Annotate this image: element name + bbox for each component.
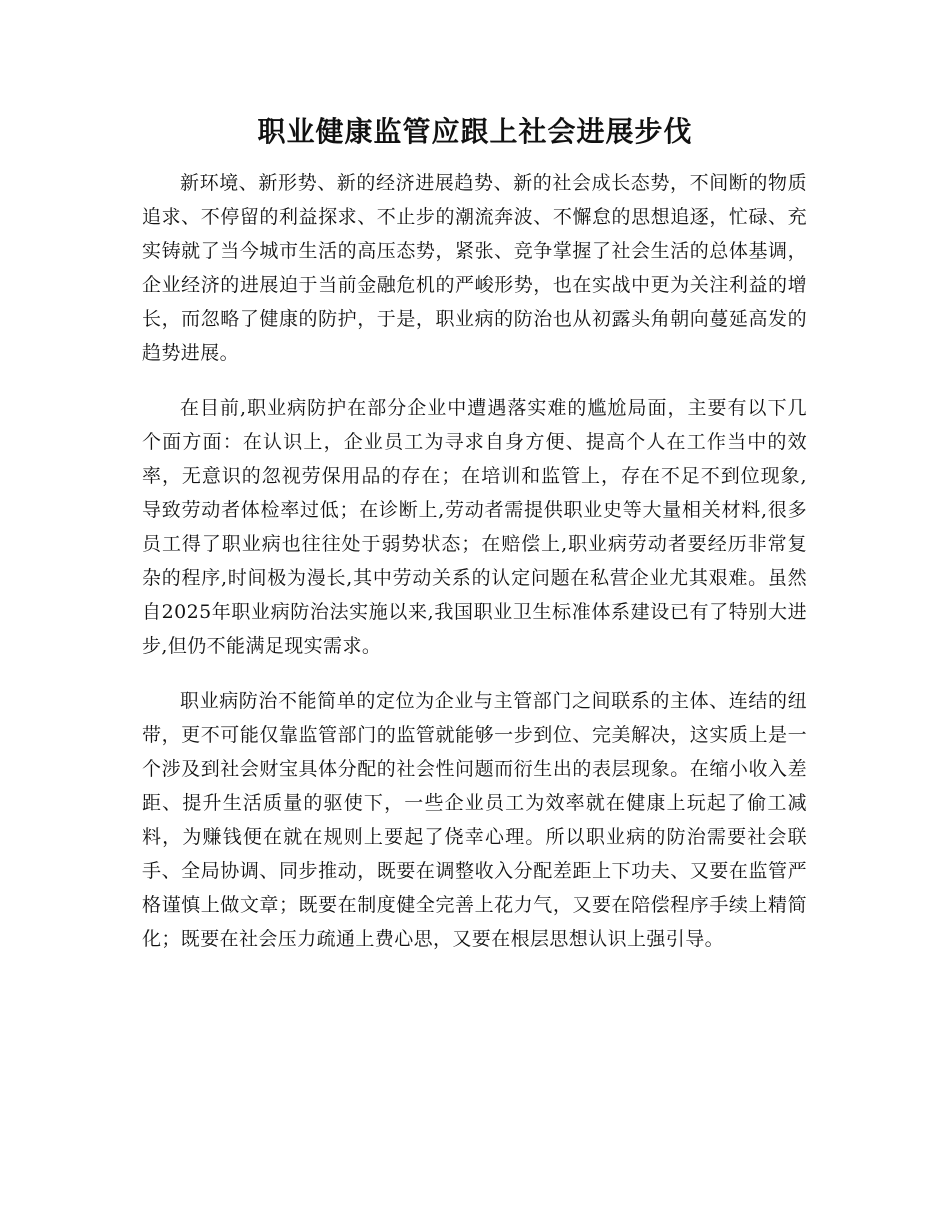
paragraph-1: 新环境、新形势、新的经济进展趋势、新的社会成长态势，不间断的物质追求、不停留的利益探求、不止步的潮流奔波、不懈怠的思想追逐，忙碌、充实铸就了当今城市生活的高压态势，紧张、竞争掌握了社会生活的总体基调，企业经济的进展迫于当前金融危机的严峻形势，也在实战中更为关注利益的增长，而忽略了健康的防护，于是，职业病的防治也从初露头角朝向蔓延高发的趋势进展。 <box>142 172 807 364</box>
document-title: 职业健康监管应跟上社会进展步伐 <box>257 115 693 148</box>
paragraph-3: 职业病防治不能简单的定位为企业与主管部门之间联系的主体、连结的纽带，更不可能仅靠监管部门的监管就能够一步到位、完美解决，这实质上是一个涉及到社会财宝具体分配的社会性问题而衍生出的表层现象。在缩小收入差距、提升生活质量的驱使下，一些企业员工为效率就在健康上玩起了偷工减料，为赚钱便在就在规则上要起了侥幸心理。所以职业病的防治需要社会联手、全局协调、同步推动，既要在调整收入分配差距上下功夫、又要在监管严格谨慎上做文章；既要在制度健全完善上花力气，又要在陪偿程序手续上精简化；既要在社会压力疏通上费心思，又要在根层思想认识上强引导。 <box>142 690 807 950</box>
paragraph-2: 在目前,职业病防护在部分企业中遭遇落实难的尴尬局面，主要有以下几个面方面：在认识上，企业员工为寻求自身方便、提高个人在工作当中的效率，无意识的忽视劳保用品的存在；在培训和监管上，存在不足不到位现象,导致劳动者体检率过低；在诊断上,劳动者需提供职业史等大量相关材料,很多员工得了职业病也往往处于弱势状态；在赔偿上,职业病劳动者要经历非常复杂的程序,时间极为漫长,其中劳动关系的认定问题在私营企业尤其艰难。虽然自2025年职业病防治法实施以来,我国职业卫生标准体系建设已有了特别大进步,但仍不能满足现实需求。 <box>142 397 807 657</box>
document-body <box>142 166 807 977</box>
